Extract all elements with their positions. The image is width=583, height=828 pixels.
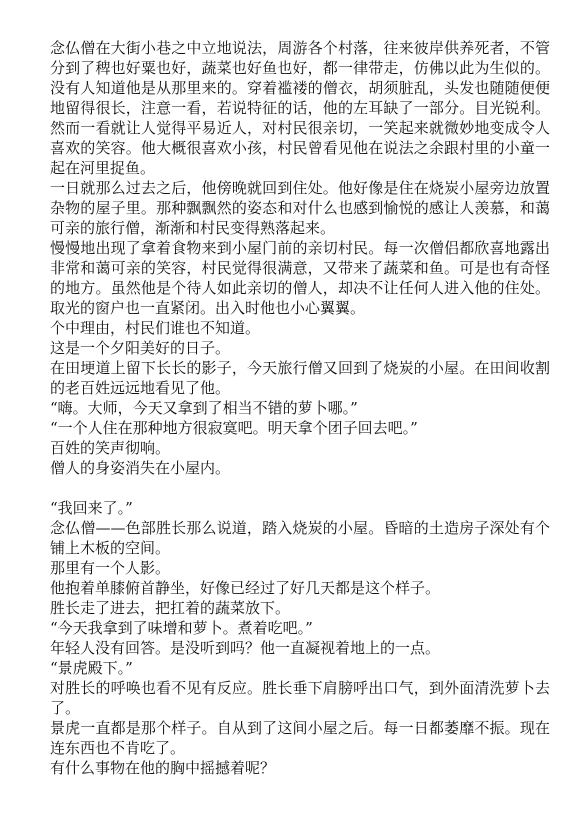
dialogue-line: “今天我拿到了味增和萝卜。煮着吃吧。” bbox=[50, 619, 313, 637]
paragraph: 年轻人没有回答。是没听到吗？他一直凝视着地上的一点。 bbox=[50, 639, 441, 657]
paragraph: 那里有一个人影。 bbox=[50, 559, 171, 577]
paragraph: 慢慢地出现了拿着食物来到小屋门前的亲切村民。每一次僧侣都欣喜地露出非常和蔼可亲的笑容，村民觉得很满意，又带来了蔬菜和鱼。可是也有奇怪的地方。虽然他是个待人如此亲切的僧人，却决不让任何人进入他的住处。取光的窗户也一直紧闭。出入时他也小心翼翼。 bbox=[50, 239, 550, 317]
paragraph: 有什么事物在他的胸中摇撼着呢？ bbox=[50, 759, 276, 777]
paragraph: 他抱着单膝俯首静坐，好像已经过了好几天都是这个样子。 bbox=[50, 579, 441, 597]
paragraph: 僧人的身姿消失在小屋内。 bbox=[50, 459, 231, 477]
dialogue-line: “一个人住在那种地方很寂寞吧。明天拿个团子回去吧。” bbox=[50, 419, 418, 437]
paragraph: 景虎一直都是那个样子。自从到了这间小屋之后。每一日都萎靡不振。现在连东西也不肯吃了。 bbox=[50, 719, 550, 757]
paragraph: 百姓的笑声彻响。 bbox=[50, 439, 171, 457]
section-break bbox=[50, 478, 550, 498]
paragraph: 念仏僧——色部胜长那么说道，踏入烧炭的小屋。昏暗的土造房子深处有个铺上木板的空间。 bbox=[50, 519, 550, 557]
paragraph: 个中理由，村民们谁也不知道。 bbox=[50, 319, 261, 337]
paragraph: 念仏僧在大街小巷之中立地说法，周游各个村落，往来彼岸供养死者，不管分到了稗也好粟也好，蔬菜也好鱼也好，都一律带走，仿佛以此为生似的。没有人知道他是从那里来的。穿着褴褛的僧衣，胡须脏乱，头发也随随便便地留得很长，注意一看，若说特征的话，他的左耳缺了一部分。目光锐利。然而一看就让人觉得平易近人，对村民很亲切，一笑起来就微妙地变成令人喜欢的笑容。他大概很喜欢小孩，村民曾看见他在说法之余跟村里的小童一起在河里捉鱼。 bbox=[50, 39, 550, 177]
paragraph: 在田埂道上留下长长的影子，今天旅行僧又回到了烧炭的小屋。在田间收割的老百姓远远地看见了他。 bbox=[50, 359, 550, 397]
dialogue-line: “景虎殿下。” bbox=[50, 659, 133, 677]
dialogue-line: “我回来了。” bbox=[50, 499, 133, 517]
document-page bbox=[50, 38, 550, 778]
paragraph: 一日就那么过去之后，他傍晚就回到住处。他好像是住在烧炭小屋旁边放置杂物的屋子里。那种飘飘然的姿态和对什么也感到愉悦的感让人羡慕，和蔼可亲的旅行僧，渐渐和村民变得熟落起来。 bbox=[50, 179, 550, 237]
dialogue-line: “嗨。大师，今天又拿到了相当不错的萝卜哪。” bbox=[50, 399, 358, 417]
paragraph: 对胜长的呼唤也看不见有反应。胜长垂下肩膀呼出口气，到外面清洗萝卜去了。 bbox=[50, 679, 550, 717]
paragraph: 这是一个夕阳美好的日子。 bbox=[50, 339, 231, 357]
paragraph: 胜长走了进去，把扛着的蔬菜放下。 bbox=[50, 599, 291, 617]
